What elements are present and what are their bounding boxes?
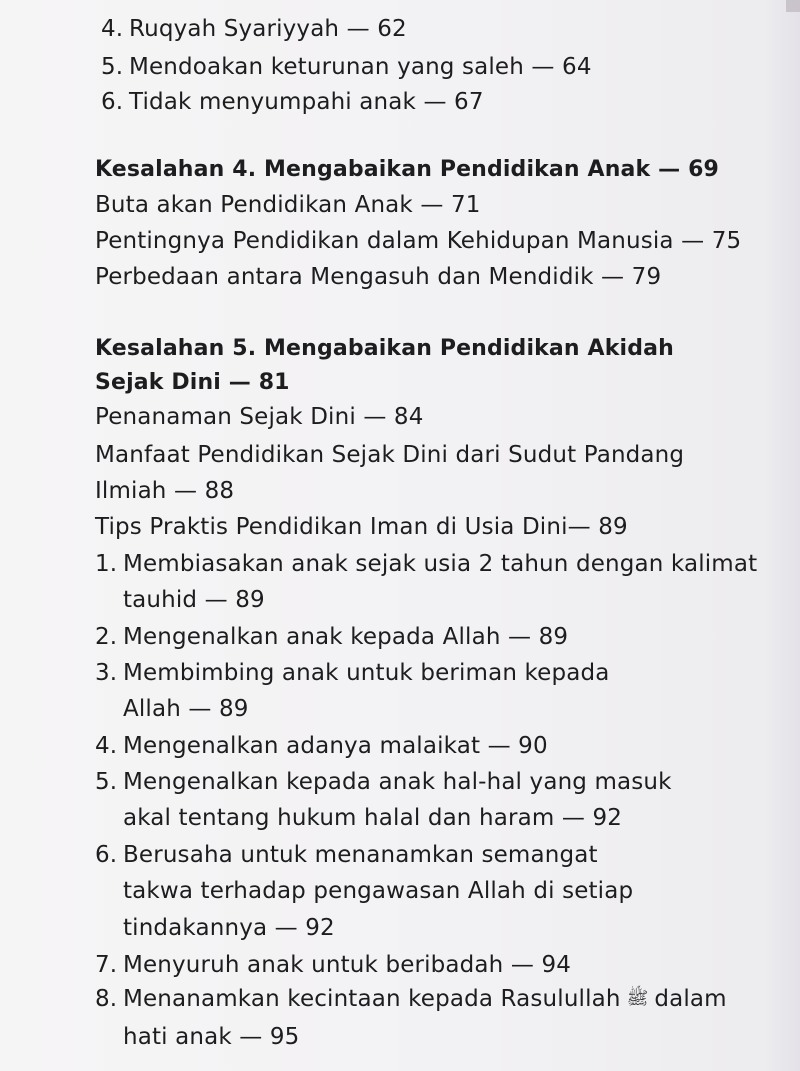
tip-item-8 [95, 984, 727, 1016]
tip-item-6 [95, 840, 598, 870]
tip-item-3-continued: Allah — 89 [123, 696, 249, 722]
section-entry: Manfaat Pendidikan Sejak Dini dari Sudut Pandang [95, 442, 685, 468]
toc-item-6 [101, 87, 484, 117]
item-number: 8. [95, 986, 118, 1012]
item-number: 6. [101, 89, 124, 115]
tip-item-6-continued: takwa terhadap pengawasan Allah di setiap [123, 878, 634, 904]
section-entry: Buta akan Pendidikan Anak — 71 [95, 192, 481, 218]
item-number: 4. [95, 733, 118, 759]
tip-item-6-continued: tindakannya — 92 [123, 915, 335, 941]
chapter-heading-5-continued: Sejak Dini — 81 [95, 370, 290, 395]
item-number: 6. [95, 842, 118, 868]
item-number: 3. [95, 660, 118, 686]
item-text: Mengenalkan anak kepada Allah — 89 [123, 624, 569, 650]
section-entry: Pentingnya Pendidikan dalam Kehidupan Manusia — 75 [95, 228, 742, 254]
item-number: 5. [101, 54, 124, 80]
item-text: dalam [654, 986, 727, 1012]
section-entry-continued: Ilmiah — 88 [95, 478, 235, 504]
item-number: 1. [95, 551, 118, 577]
item-text: Mengenalkan adanya malaikat — 90 [123, 733, 548, 759]
section-entry: Penanaman Sejak Dini — 84 [95, 404, 424, 430]
item-number: 2. [95, 624, 118, 650]
toc-item-4 [101, 14, 407, 44]
tip-item-8-continued: hati anak — 95 [123, 1024, 300, 1050]
item-text: Tidak menyumpahi anak — 67 [129, 89, 484, 115]
tip-item-2 [95, 622, 568, 652]
tip-item-1-continued: tauhid — 89 [123, 587, 265, 613]
item-text: Berusaha untuk menanamkan semangat [123, 842, 598, 868]
chapter-heading-4: Kesalahan 4. Mengabaikan Pendidikan Anak — 69 [95, 157, 719, 182]
item-text: Membiasakan anak sejak usia 2 tahun dengan kalimat [123, 551, 758, 577]
item-text: Ruqyah Syariyyah — 62 [129, 16, 407, 42]
tip-item-5 [95, 767, 672, 797]
tip-item-1 [95, 549, 757, 579]
salawat-ornament-icon: ﷺ [626, 988, 649, 1009]
tip-item-7 [95, 950, 571, 980]
chapter-heading-5: Kesalahan 5. Mengabaikan Pendidikan Akidah [95, 336, 674, 361]
section-entry: Perbedaan antara Mengasuh dan Mendidik — 79 [95, 264, 662, 290]
item-text: Mendoakan keturunan yang saleh — 64 [129, 54, 592, 80]
item-text: Menanamkan kecintaan kepada Rasulullah [123, 986, 621, 1012]
toc-item-5 [101, 52, 592, 82]
item-text: Membimbing anak untuk beriman kepada [123, 660, 610, 686]
tip-item-4 [95, 731, 548, 761]
tip-item-5-continued: akal tentang hukum halal dan haram — 92 [123, 805, 623, 831]
item-text: Mengenalkan kepada anak hal-hal yang masuk [123, 769, 672, 795]
item-text: Menyuruh anak untuk beribadah — 94 [123, 952, 572, 978]
item-number: 5. [95, 769, 118, 795]
section-entry: Tips Praktis Pendidikan Iman di Usia Dini— 89 [95, 514, 628, 540]
item-number: 7. [95, 952, 118, 978]
item-number: 4. [101, 16, 124, 42]
tip-item-3 [95, 658, 609, 688]
